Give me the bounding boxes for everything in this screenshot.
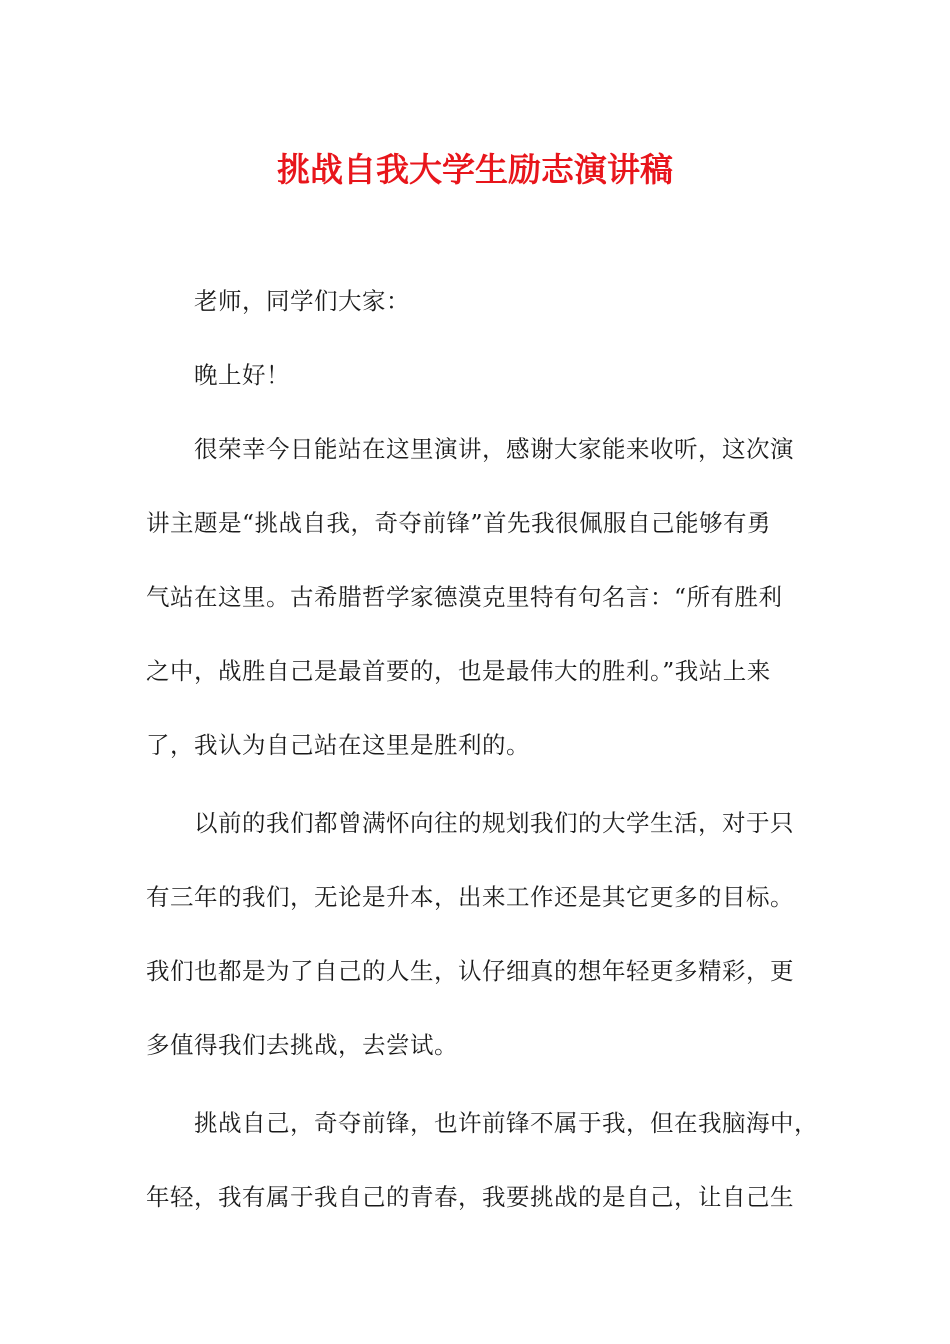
paragraph-1-line-1: 很荣幸今日能站在这里演讲，感谢大家能来收听，这次演 bbox=[194, 435, 794, 463]
paragraph-2-line-4: 多值得我们去挑战，去尝试。 bbox=[146, 1031, 458, 1059]
paragraph-1-line-3: 气站在这里。古希腊哲学家德漠克里特有句名言：“所有胜利 bbox=[146, 583, 783, 611]
document-title: 挑战自我大学生励志演讲稿 bbox=[277, 150, 673, 189]
paragraph-2-line-3: 我们也都是为了自己的人生，认仔细真的想年轻更多精彩，更 bbox=[146, 957, 794, 985]
greeting: 晚上好！ bbox=[194, 361, 290, 389]
paragraph-1-line-2: 讲主题是“挑战自我，奇夺前锋”首先我很佩服自己能够有勇 bbox=[146, 509, 772, 537]
paragraph-1-line-4: 之中，战胜自己是最首要的，也是最伟大的胜利。”我站上来 bbox=[146, 657, 771, 685]
paragraph-1-line-5: 了，我认为自己站在这里是胜利的。 bbox=[146, 731, 530, 759]
paragraph-3-line-1: 挑战自己，奇夺前锋，也许前锋不属于我，但在我脑海中， bbox=[194, 1109, 818, 1137]
salutation: 老师，同学们大家： bbox=[194, 287, 410, 315]
paragraph-2-line-2: 有三年的我们，无论是升本，出来工作还是其它更多的目标。 bbox=[146, 883, 794, 911]
paragraph-2-line-1: 以前的我们都曾满怀向往的规划我们的大学生活，对于只 bbox=[194, 809, 794, 837]
paragraph-3-line-2: 年轻，我有属于我自己的青春，我要挑战的是自己，让自己生 bbox=[146, 1183, 794, 1211]
